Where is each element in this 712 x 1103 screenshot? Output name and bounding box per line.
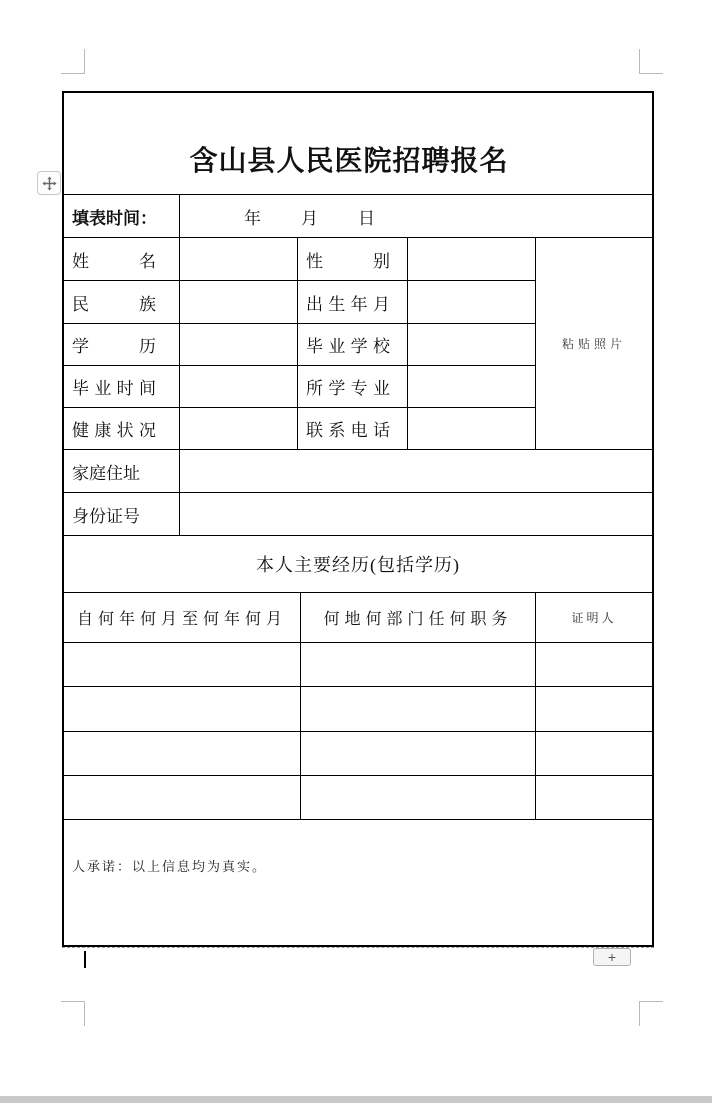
experience-place-cell[interactable] (301, 776, 536, 819)
major-value-cell[interactable] (408, 366, 536, 407)
birthdate-label: 出生年月 (298, 281, 408, 323)
experience-period-header: 自何年何月至何年何月 (64, 593, 301, 642)
fill-date-row (64, 195, 652, 238)
address-row (64, 450, 652, 493)
margin-crop-mark-bottom-left (61, 1001, 85, 1026)
id-number-value-cell[interactable] (180, 493, 652, 535)
personal-info-block (64, 238, 652, 450)
form-title: 含山县人民医院招聘报名 (189, 146, 509, 177)
ethnicity-value-cell[interactable] (180, 281, 298, 323)
ethnicity-label: 民 族 (64, 281, 180, 323)
experience-section-title: 本人主要经历(包括学历) (256, 555, 460, 575)
info-row-education (64, 324, 536, 366)
experience-row-4 (64, 776, 652, 820)
fill-date-value-cell[interactable]: 年 月 日 (244, 208, 377, 228)
info-row-name (64, 238, 536, 281)
phone-label: 联系电话 (298, 408, 408, 449)
experience-period-cell[interactable] (64, 643, 301, 686)
add-row-button[interactable]: + (593, 948, 631, 966)
info-row-graduation (64, 366, 536, 408)
health-label: 健康状况 (64, 408, 180, 449)
graduation-time-value-cell[interactable] (180, 366, 298, 407)
promise-text[interactable]: 人承诺：以上信息均为真实。 (72, 859, 268, 874)
gender-value-cell[interactable] (408, 238, 536, 280)
experience-row-3 (64, 732, 652, 776)
promise-row (64, 820, 652, 945)
address-label: 家庭住址 (64, 450, 180, 492)
health-value-cell[interactable] (180, 408, 298, 449)
experience-place-cell[interactable] (301, 643, 536, 686)
address-value-cell[interactable] (180, 450, 652, 492)
phone-value-cell[interactable] (408, 408, 536, 449)
info-row-ethnicity (64, 281, 536, 324)
photo-paste-cell[interactable]: 粘贴照片 (536, 238, 652, 450)
experience-row-1 (64, 643, 652, 687)
text-cursor (84, 951, 86, 968)
application-form-table (62, 91, 654, 947)
gender-label: 性 别 (298, 238, 408, 280)
table-boundary-dashed-line (62, 947, 654, 948)
experience-witness-cell[interactable] (536, 643, 652, 686)
table-move-handle[interactable] (37, 171, 61, 195)
experience-section-row (64, 536, 652, 593)
major-label: 所学专业 (298, 366, 408, 407)
name-label: 姓 名 (64, 238, 180, 280)
form-title-row (64, 93, 652, 195)
experience-period-cell[interactable] (64, 776, 301, 819)
fill-date-label: 填表时间： (64, 195, 180, 237)
education-value-cell[interactable] (180, 324, 298, 365)
experience-witness-cell[interactable] (536, 687, 652, 731)
info-row-health (64, 408, 536, 450)
margin-crop-mark-top-left (61, 49, 85, 74)
experience-period-cell[interactable] (64, 732, 301, 775)
id-number-label: 身份证号 (64, 493, 180, 535)
education-label: 学 历 (64, 324, 180, 365)
experience-witness-header: 证明人 (571, 611, 617, 625)
experience-period-cell[interactable] (64, 687, 301, 731)
margin-crop-mark-top-right (639, 49, 663, 74)
experience-witness-cell[interactable] (536, 776, 652, 819)
page-gap-band (0, 1096, 712, 1103)
experience-row-2 (64, 687, 652, 732)
graduation-time-label: 毕业时间 (64, 366, 180, 407)
id-number-row (64, 493, 652, 536)
experience-place-cell[interactable] (301, 687, 536, 731)
margin-crop-mark-bottom-right (639, 1001, 663, 1026)
school-label: 毕业学校 (298, 324, 408, 365)
experience-witness-cell[interactable] (536, 732, 652, 775)
school-value-cell[interactable] (408, 324, 536, 365)
four-way-arrow-icon (42, 176, 57, 191)
experience-place-cell[interactable] (301, 732, 536, 775)
birthdate-value-cell[interactable] (408, 281, 536, 323)
experience-place-header: 何地何部门任何职务 (301, 593, 536, 642)
name-value-cell[interactable] (180, 238, 298, 280)
experience-header-row (64, 593, 652, 643)
